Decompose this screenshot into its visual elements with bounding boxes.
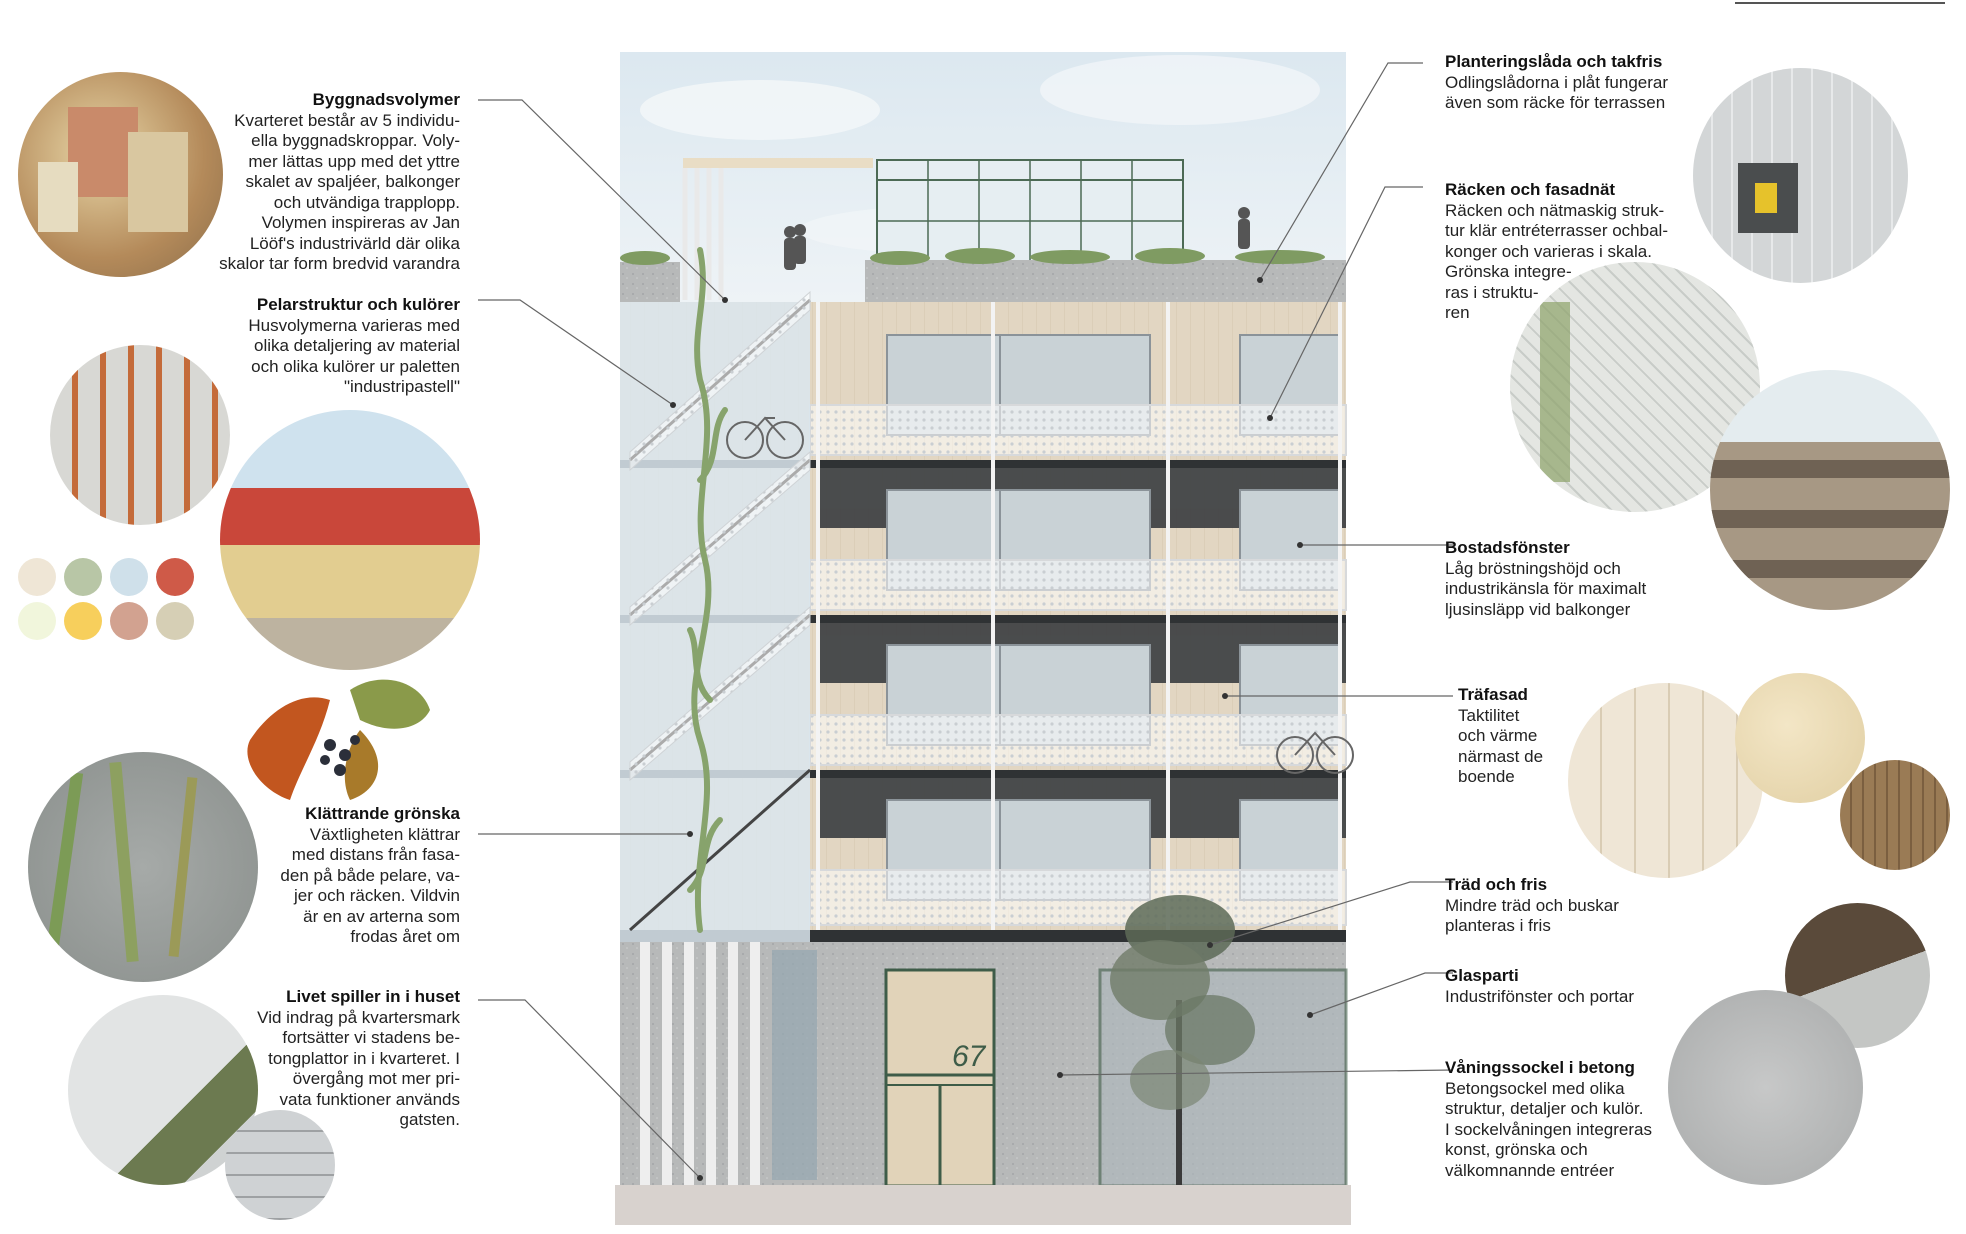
photo-circle-wood-planks (1568, 683, 1763, 878)
annotation-title: Byggnadsvolymer (312, 90, 460, 109)
annotation-title: Träd och fris (1445, 875, 1548, 894)
annotation-title: Planteringslåda och takfris (1445, 52, 1663, 71)
annotation-railings-net (1445, 180, 1685, 324)
annotation-title: Glasparti (1445, 966, 1519, 985)
annotation-planter-box (1445, 52, 1715, 114)
annotation-life-spills-in (230, 987, 460, 1131)
annotation-apartment-windows (1445, 538, 1705, 620)
house-number: 67 (952, 1040, 986, 1073)
photo-circle-climbing-plants (28, 752, 258, 982)
annotation-trees-frieze (1445, 875, 1675, 937)
photo-circle-dark-wood (1840, 760, 1950, 870)
annotation-body: Taktilitet och värme närmast de boende (1458, 705, 1544, 786)
annotation-body: Husvolymerna varieras med olika detaljering av material och olika kulörer ur paletten "industripastell" (248, 315, 460, 396)
annotation-body: Industrifönster och portar (1445, 986, 1634, 1006)
annotation-body: Växtligheten klättrar med distans från fasa- den på både pelare, va- jer och räcken. Vildvin är en av arterna som frodas året om (280, 824, 460, 946)
photo-circle-pine-wood (1735, 673, 1865, 803)
photo-circle-balconies (1710, 370, 1950, 610)
annotation-body: Kvarteret består av 5 individu- ella byggnadskroppar. Voly- mer lättas upp med det yttre skalet av spaljéer, balkonger och utvändiga trapplopp. Volymen inspireras av Jan Lööf's industrivärld där olika skalor tar form bredvid varandra (219, 110, 460, 273)
annotation-climbing-greenery (262, 804, 460, 948)
annotation-body: Mindre träd och buskar planteras i fris (1445, 895, 1619, 935)
annotation-pillar-structure (200, 295, 460, 398)
annotation-title: Våningssockel i betong (1445, 1058, 1635, 1077)
annotation-title: Pelarstruktur och kulörer (256, 295, 460, 314)
annotation-title: Räcken och fasadnät (1445, 180, 1616, 199)
annotation-body: Betongsockel med olika struktur, detaljer och kulör. I sockelvåningen integreras konst, grönska och välkomnannde entréer (1445, 1078, 1652, 1180)
photo-circle-concrete (1668, 990, 1863, 1185)
annotation-body: Låg bröstningshöjd och industrikänsla för maximalt ljusinsläpp vid balkonger (1445, 558, 1647, 619)
annotation-title: Bostadsfönster (1445, 538, 1570, 557)
annotation-concrete-plinth (1445, 1058, 1675, 1181)
annotation-body: Vid indrag på kvartersmark fortsätter vi stadens be- tongplattor in i kvarteret. I övergång mot mer pri- vata funktioner används gatsten. (257, 1007, 460, 1129)
annotation-body: Räcken och nätmaskig struk- tur klär entréterrasser ochbal- konger och varieras i skala. Grönska integre- ras i struktu- ren (1445, 200, 1668, 322)
annotation-glass-section (1445, 966, 1675, 1007)
photo-circle-planter-balcony (1693, 68, 1908, 283)
annotation-title: Träfasad (1458, 685, 1528, 704)
annotation-title: Klättrande grönska (305, 804, 460, 823)
annotation-wood-facade (1458, 685, 1568, 788)
annotation-title: Livet spiller in i huset (286, 987, 460, 1006)
annotation-building-volumes (190, 90, 460, 275)
annotation-body: Odlingslådorna i plåt fungerar även som räcke för terrassen (1445, 72, 1669, 112)
